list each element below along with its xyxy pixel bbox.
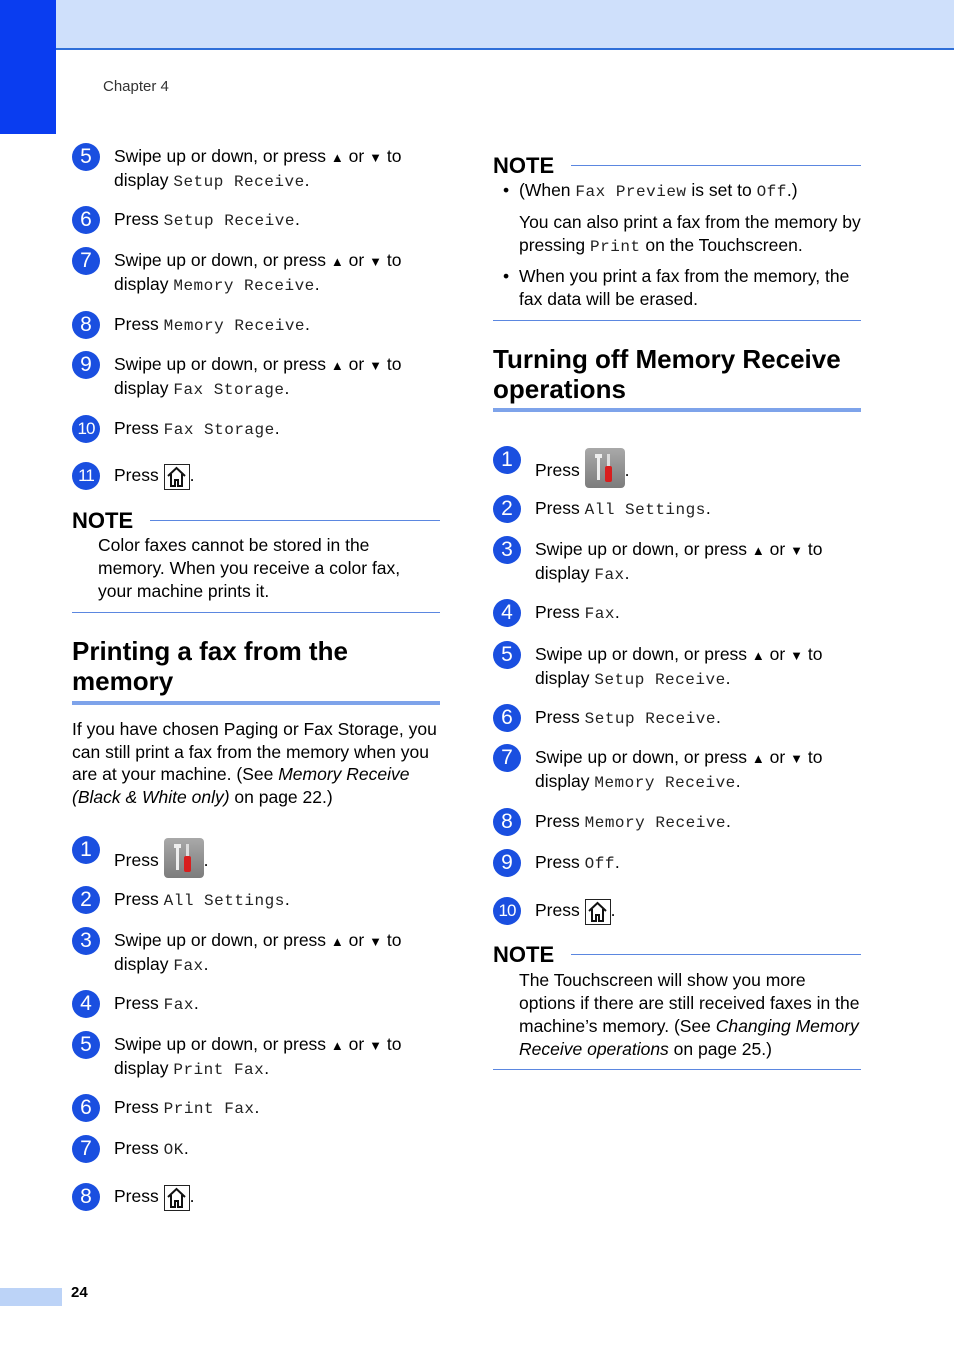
step-number: 2	[493, 495, 521, 523]
note-header	[493, 153, 861, 181]
step-number: 3	[493, 536, 521, 564]
note-title: NOTE	[493, 942, 555, 967]
note-paragraph: You can also print a fax from the memory by pressing Print on the Touchscreen.	[519, 212, 861, 256]
step-number: 10	[72, 415, 100, 443]
screen-option: Fax Preview	[575, 183, 687, 201]
step-number: 7	[493, 744, 521, 772]
note-title: NOTE	[493, 153, 555, 178]
note-bullet-text: When you print a fax from the memory, the fax data will be erased.	[519, 266, 850, 309]
step-number: 9	[72, 351, 100, 379]
settings-tools-icon	[585, 448, 625, 488]
bullet-icon: •	[503, 266, 510, 286]
step-number: 4	[493, 599, 521, 627]
screen-option: Memory Receive	[163, 317, 306, 335]
note-header	[493, 942, 861, 970]
step-number: 6	[72, 1094, 100, 1122]
up-arrow-icon: ▲	[751, 751, 765, 766]
up-arrow-icon: ▲	[330, 1038, 344, 1053]
screen-option: Setup Receive	[173, 173, 305, 191]
screen-option: OK	[163, 1141, 184, 1159]
cross-reference[interactable]: Memory Receive (Black & White only)	[72, 764, 410, 807]
screen-option: Off	[584, 855, 615, 873]
settings-tools-icon	[164, 838, 204, 878]
home-icon	[164, 464, 190, 490]
screen-option: Setup Receive	[584, 710, 716, 728]
step-number: 7	[72, 247, 100, 275]
divider	[150, 520, 440, 521]
screen-option: Fax	[594, 566, 625, 584]
step-number: 9	[493, 849, 521, 877]
step-number: 1	[72, 836, 100, 864]
step-number: 8	[72, 311, 100, 339]
screen-option: Fax Storage	[163, 421, 275, 439]
screen-option: All Settings	[163, 892, 285, 910]
step-number: 7	[72, 1135, 100, 1163]
down-arrow-icon: ▼	[790, 751, 803, 766]
step-number: 6	[493, 704, 521, 732]
screen-option: Memory Receive	[584, 814, 727, 832]
screen-option: Off	[756, 183, 787, 201]
screen-option: Print	[590, 238, 641, 256]
up-arrow-icon: ▲	[330, 358, 344, 373]
step-number: 1	[493, 446, 521, 474]
section-paragraph: If you have chosen Paging or Fax Storage, you can still print a fax from the memory when you are at your machine. (See Memory Receive (Black & White only) on page 22.)	[72, 719, 437, 807]
screen-option: Fax	[173, 957, 204, 975]
divider	[493, 1069, 861, 1070]
chapter-tab	[0, 0, 56, 134]
screen-option: Print Fax	[163, 1100, 255, 1118]
note-header	[72, 508, 440, 536]
step-number: 5	[72, 1031, 100, 1059]
heading-rule	[493, 408, 861, 412]
down-arrow-icon: ▼	[369, 1038, 382, 1053]
step-number: 10	[493, 897, 521, 925]
divider	[493, 320, 861, 321]
screen-option: All Settings	[584, 501, 706, 519]
bullet-icon: •	[503, 180, 510, 200]
screen-option: Memory Receive	[594, 774, 736, 792]
page-number: 24	[71, 1284, 88, 1301]
section-heading: Printing a fax from the memory	[72, 636, 348, 696]
step-number: 3	[72, 927, 100, 955]
up-arrow-icon: ▲	[330, 934, 344, 949]
screen-option: Print Fax	[173, 1061, 265, 1079]
footer-tab	[0, 1288, 62, 1306]
step-number: 11	[72, 462, 100, 490]
cross-reference[interactable]: Changing Memory Receive operations	[519, 1016, 859, 1059]
note-bullet-text: (When Fax Preview is set to Off.)	[519, 180, 798, 201]
up-arrow-icon: ▲	[751, 543, 765, 558]
note-body: Color faxes cannot be stored in the memory. When you receive a color fax, your machine prints it.	[98, 535, 401, 601]
divider	[571, 165, 861, 166]
heading-rule	[72, 701, 440, 705]
divider	[571, 954, 861, 955]
screen-option: Fax Storage	[173, 381, 285, 399]
section-heading: Turning off Memory Receive operations	[493, 344, 841, 404]
screen-option: Memory Receive	[173, 277, 315, 295]
down-arrow-icon: ▼	[790, 648, 803, 663]
screen-option: Setup Receive	[594, 671, 726, 689]
step-number: 6	[72, 206, 100, 234]
header-band	[56, 0, 954, 50]
step-number: 5	[72, 143, 100, 171]
step-number: 8	[72, 1183, 100, 1211]
note-title: NOTE	[72, 508, 134, 533]
chapter-label: Chapter 4	[103, 78, 169, 95]
step-number: 2	[72, 886, 100, 914]
up-arrow-icon: ▲	[751, 648, 765, 663]
down-arrow-icon: ▼	[790, 543, 803, 558]
home-icon	[585, 899, 611, 925]
screen-option: Fax	[584, 605, 615, 623]
down-arrow-icon: ▼	[369, 150, 382, 165]
step-number: 4	[72, 990, 100, 1018]
screen-option: Fax	[163, 996, 194, 1014]
up-arrow-icon: ▲	[330, 254, 344, 269]
home-icon	[164, 1185, 190, 1211]
divider	[72, 612, 440, 613]
down-arrow-icon: ▼	[369, 934, 382, 949]
step-number: 5	[493, 641, 521, 669]
down-arrow-icon: ▼	[369, 358, 382, 373]
up-arrow-icon: ▲	[330, 150, 344, 165]
note-body: The Touchscreen will show you more options if there are still received faxes in the machine’s memory. (See Changing Memory Receive operations on page 25.)	[519, 970, 860, 1059]
screen-option: Setup Receive	[163, 212, 295, 230]
down-arrow-icon: ▼	[369, 254, 382, 269]
step-number: 8	[493, 808, 521, 836]
